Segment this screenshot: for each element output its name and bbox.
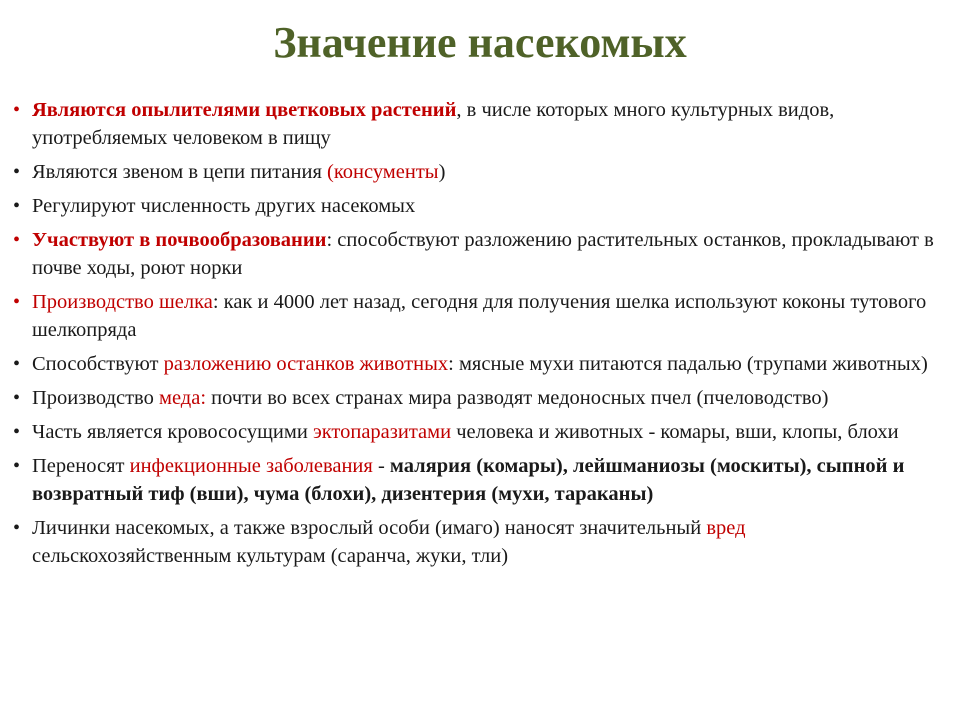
bullet-dot-icon: •	[13, 387, 21, 409]
list-item-crop-damage	[10, 514, 950, 570]
item-text: -	[372, 455, 390, 477]
list-item-ectoparasites	[10, 418, 950, 446]
item-text: Регулируют численность других насекомых	[32, 195, 416, 217]
list-item-soil-formation	[10, 226, 950, 282]
bullet-dot-icon: •	[13, 195, 21, 217]
item-text: Производство	[32, 387, 159, 409]
list-item-food-chain	[10, 158, 950, 186]
bullet-dot-icon: •	[13, 455, 21, 477]
bullet-dot-icon: •	[13, 517, 21, 539]
list-item-diseases	[10, 452, 950, 508]
item-text: Способствуют	[32, 353, 164, 375]
highlight-text: Участвуют в почвообразовании	[32, 229, 327, 251]
item-text: : как и 4000 лет назад, сегодня для получения шелка используют коконы тутового шелкопряда	[32, 291, 927, 341]
bullet-list	[10, 96, 950, 576]
item-text: человека и животных - комары, вши, клопы, блохи	[451, 421, 899, 443]
item-text: Переносят	[32, 455, 130, 477]
item-text: Часть является кровососущими	[32, 421, 313, 443]
highlight-text: разложению останков животных	[163, 353, 449, 375]
bullet-dot-icon: •	[13, 229, 21, 251]
item-text: сельскохозяйственным культурам (саранча, жуки, тли)	[32, 545, 509, 567]
highlight-text: эктопаразитами	[312, 421, 452, 443]
item-text: Являются звеном в цепи питания	[32, 161, 328, 183]
highlight-text: Являются опылителями цветковых растений	[32, 99, 457, 121]
list-item-decomposition	[10, 350, 950, 378]
item-text: : способствуют разложению растительных останков, прокладывают в почве ходы, роют норки	[32, 229, 934, 279]
highlight-text: Производство шелка	[32, 291, 213, 313]
list-item-silk	[10, 288, 950, 344]
highlight-text: (консументы	[327, 161, 439, 183]
bullet-dot-icon: •	[13, 421, 21, 443]
item-text: , в числе которых много культурных видов, употребляемых человеком в пищу	[32, 99, 835, 149]
list-item-honey	[10, 384, 950, 412]
highlight-text: инфекционные заболевания	[129, 455, 373, 477]
bullet-dot-icon: •	[13, 353, 21, 375]
bullet-dot-icon: •	[13, 161, 21, 183]
item-text: : мясные мухи питаются падалью (трупами животных)	[448, 353, 928, 375]
item-text: )	[438, 161, 446, 183]
item-text: Личинки насекомых, а также взрослый особи (имаго) наносят значительный	[32, 517, 707, 539]
bullet-dot-icon: •	[13, 99, 21, 121]
slide-title: Значение насекомых	[273, 18, 687, 67]
item-text: почти во всех странах мира разводят медоносных пчел (пчеловодство)	[206, 387, 829, 409]
list-item-pollinators	[10, 96, 950, 152]
bullet-dot-icon: •	[13, 291, 21, 313]
list-item-regulation	[10, 192, 950, 220]
highlight-text: меда:	[158, 387, 207, 409]
highlight-text: вред	[706, 517, 746, 539]
disease-list-text: малярия (комары), лейшманиозы (москиты), сыпной и возвратный тиф (вши), чума (блохи), дизентерия (мухи, тараканы)	[32, 455, 905, 505]
